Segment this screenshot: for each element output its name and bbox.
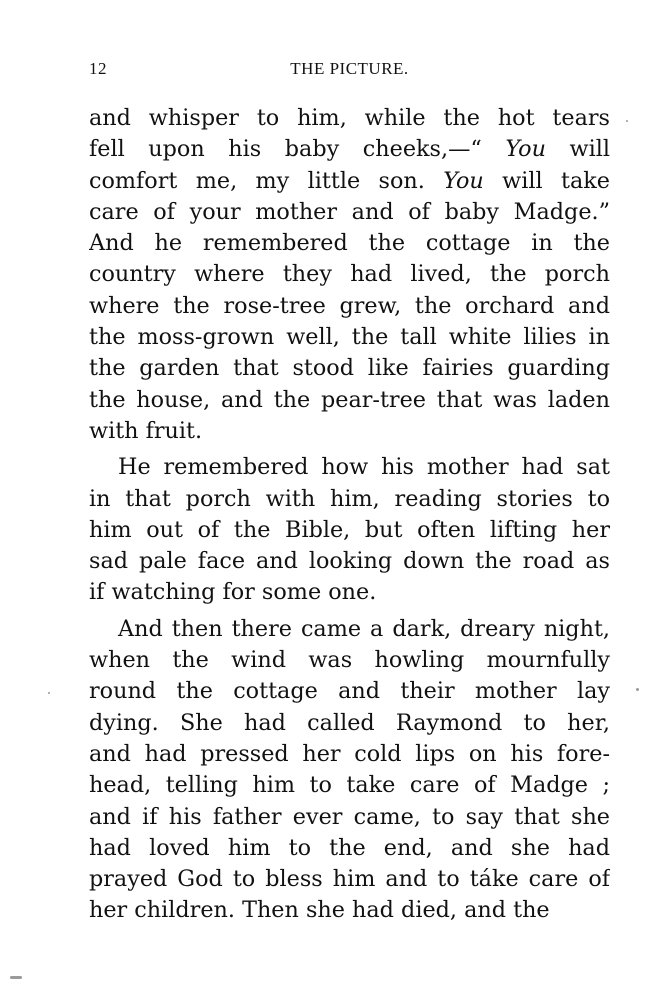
text-segment: and had pressed her cold lips on his fore-: [89, 740, 610, 767]
text-segment: with fruit.: [89, 417, 203, 444]
text-line: [89, 385, 610, 416]
paragraph: [89, 452, 610, 608]
text-segment: sad pale face and looking down the road as: [89, 548, 610, 575]
text-segment: if watching for some one.: [89, 579, 377, 606]
text-line: [89, 577, 610, 608]
text-segment: fell upon his baby cheeks,—“: [89, 136, 506, 163]
text-segment: will: [545, 136, 610, 163]
scan-speck: [48, 692, 50, 694]
text-line: [89, 259, 610, 290]
text-line: [89, 708, 610, 739]
text-line: [89, 103, 610, 134]
text-segment: And he remembered the cottage in the: [89, 230, 610, 257]
scan-speck: [10, 976, 22, 979]
text-segment: in that porch with him, reading stories to: [89, 485, 610, 512]
text-line: [89, 452, 610, 483]
text-line: [89, 515, 610, 546]
text-line: [89, 416, 610, 447]
text-segment: country where they had lived, the porch: [89, 261, 610, 288]
text-segment: and whisper to him, while the hot tears: [89, 105, 610, 131]
italic-word: You: [505, 136, 546, 163]
text-segment: comfort me, my little son.: [89, 167, 444, 194]
text-line: [89, 676, 610, 707]
page-number: 12: [89, 59, 107, 78]
text-line: [89, 484, 610, 515]
text-line: [89, 291, 610, 322]
text-segment: dying. She had called Raymond to her,: [89, 709, 610, 736]
text-line: [89, 166, 610, 197]
text-segment: when the wind was howling mournfully: [89, 647, 610, 674]
scan-speck: [626, 120, 628, 122]
text-segment: the house, and the pear-tree that was laden: [89, 386, 610, 413]
text-line: [89, 546, 610, 577]
text-line: [89, 802, 610, 833]
running-head: [89, 59, 610, 85]
text-line: [89, 864, 610, 895]
text-line: [89, 739, 610, 770]
text-segment: and if his father ever came, to say that she: [89, 803, 610, 830]
text-segment: And then there came a dark, dreary night,: [118, 615, 610, 642]
text-segment: her children. Then she had died, and the: [89, 897, 550, 924]
text-segment: the garden that stood like fairies guarding: [89, 355, 610, 382]
text-line: [89, 197, 610, 228]
paragraph: [89, 614, 610, 927]
text-segment: had loved him to the end, and she had: [89, 834, 610, 861]
body-text: [89, 103, 610, 927]
text-segment: will take: [483, 167, 610, 194]
text-segment: him out of the Bible, but often lifting her: [89, 516, 610, 543]
text-line: [89, 228, 610, 259]
text-segment: care of your mother and of baby Madge.”: [89, 198, 610, 225]
text-line: [89, 322, 610, 353]
text-line: [89, 353, 610, 384]
text-segment: head, telling him to take care of Madge ;: [89, 772, 610, 799]
italic-word: You: [443, 167, 484, 194]
running-title: THE PICTURE.: [290, 59, 409, 78]
paragraph: [89, 103, 610, 447]
text-segment: the moss-grown well, the tall white lilies in: [89, 324, 610, 351]
text-segment: He remembered how his mother had sat: [118, 454, 610, 481]
text-line: [89, 614, 610, 645]
text-line: [89, 895, 610, 926]
text-line: [89, 770, 610, 801]
text-line: [89, 134, 610, 165]
text-line: [89, 645, 610, 676]
text-segment: round the cottage and their mother lay: [89, 678, 610, 705]
text-line: [89, 833, 610, 864]
text-segment: where the rose-tree grew, the orchard and: [89, 292, 610, 319]
scan-speck: [636, 688, 639, 691]
text-segment: prayed God to bless him and to táke care of: [89, 866, 610, 893]
